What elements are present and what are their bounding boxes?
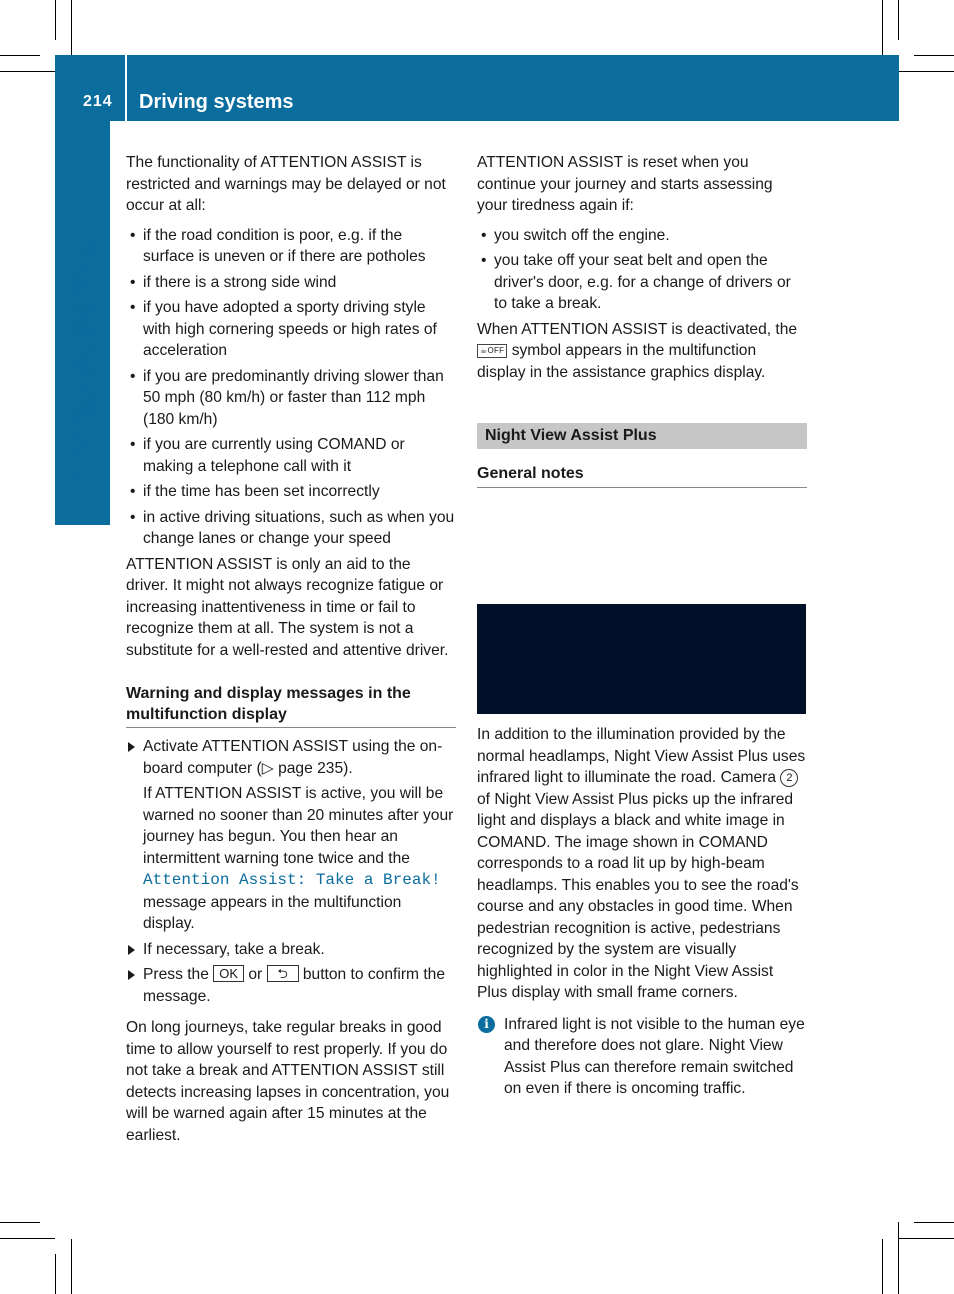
general-notes-heading: General notes: [477, 463, 807, 488]
step-arrow-icon: [128, 742, 135, 752]
crop-mark: [71, 0, 72, 55]
crop-mark: [882, 1239, 883, 1294]
crop-mark: [914, 1222, 954, 1223]
aid-paragraph: ATTENTION ASSIST is only an aid to the driver. It might not always recognize fatigue or increasing inattentiveness in time or fail to recognize them at all. The system is not a substitute for a well-rested and attentive driver.: [126, 555, 449, 659]
list-item: • if there is a strong side wind: [126, 272, 456, 294]
long-journeys-paragraph: On long journeys, take regular breaks in good time to allow yourself to rest properly. If you do not take a break and ATTENTION ASSIST still detects increasing lapses in concentration, you will be warned again after 15 minutes at the earliest.: [126, 1019, 450, 1144]
list-item: • if you are currently using COMAND or making a telephone call with it: [126, 434, 456, 477]
warning-subheading: Warning and display messages in the multifunction display: [126, 683, 456, 728]
header-divider: [125, 55, 127, 121]
step-break: If necessary, take a break.: [126, 939, 456, 961]
crop-mark: [55, 1254, 56, 1294]
left-column: [126, 152, 456, 1154]
back-key-icon: ⮌: [267, 965, 299, 982]
page-ref-arrow-icon: ▷: [261, 759, 274, 777]
step-detail: If ATTENTION ASSIST is active, you will be warned no sooner than 20 minutes after your journey has begun. You then hear an intermittent warning tone twice and the Attention Assist: Take a Break! message appears in the multifunction display.: [143, 785, 454, 932]
night-view-figure: [477, 604, 806, 714]
right-column: [477, 152, 807, 488]
crop-mark: [71, 1239, 72, 1294]
crop-mark: [914, 55, 954, 56]
list-item: • if you have adopted a sporty driving style with high cornering speeds or high rates of acceleration: [126, 297, 456, 362]
step-confirm: Press the OK or ⮌ button to confirm the message.: [126, 964, 456, 1007]
coffee-off-icon: ☕OFF: [477, 344, 507, 358]
info-icon: i: [478, 1016, 495, 1033]
crop-mark: [0, 1238, 55, 1239]
list-item: • in active driving situations, such as when you change lanes or change your speed: [126, 507, 456, 550]
crop-mark: [0, 1222, 40, 1223]
crop-mark: [899, 71, 954, 72]
info-note: [477, 1014, 807, 1100]
list-item: • if the time has been set incorrectly: [126, 481, 456, 503]
crop-mark: [0, 71, 55, 72]
camera-number-icon: 2: [780, 769, 798, 787]
illumination-paragraph: In addition to the illumination provided by the normal headlamps, Night View Assist Plus uses infrared light to illuminate the road. Camera 2 of Night View Assist Plus picks up the infrared light and displays a black and white image in COMAND. The image shown in COMAND corresponds to a road lit up by high-beam headlamps. This enables you to see the road's course and any obstacles in good time. When pedestrian recognition is active, pedestrians recognized by the system are visually highlighted in color in the Night View Assist Plus display with small frame corners.: [477, 726, 806, 1001]
crop-mark: [899, 1238, 954, 1239]
step-arrow-icon: [128, 945, 135, 955]
step-arrow-icon: [128, 970, 135, 980]
list-item: • you switch off the engine.: [477, 225, 807, 247]
crop-mark: [55, 0, 56, 40]
section-title: Driving systems: [139, 91, 294, 113]
chapter-label: Driving and parking: [66, 239, 97, 487]
deactivated-paragraph: When ATTENTION ASSIST is deactivated, the ☕OFF symbol appears in the multifunction display in the assistance graphics display.: [477, 320, 798, 381]
page-number: 214: [83, 93, 113, 110]
restriction-list: [126, 225, 456, 550]
page-header: [55, 55, 899, 121]
list-item: • you take off your seat belt and open the driver's door, e.g. for a change of drivers or to take a break.: [477, 250, 807, 315]
reset-list: [477, 225, 807, 315]
night-view-section-title: Night View Assist Plus: [477, 423, 807, 449]
list-item: • if the road condition is poor, e.g. if the surface is uneven or if there are potholes: [126, 225, 456, 268]
reset-intro: ATTENTION ASSIST is reset when you continue your journey and starts assessing your tiredness again if:: [477, 154, 773, 214]
crop-mark: [898, 0, 899, 40]
crop-mark: [882, 0, 883, 55]
crop-mark: [898, 1222, 899, 1294]
step-activate: Activate ATTENTION ASSIST using the on-board computer (▷ page 235).: [126, 736, 456, 779]
page-reference: page 235).: [273, 759, 353, 777]
display-message: Attention Assist: Take a Break!: [143, 871, 441, 889]
info-text: Infrared light is not visible to the human eye and therefore does not glare. Night View Assist Plus can therefore remain switched on even if there is oncoming traffic.: [504, 1015, 805, 1097]
crop-mark: [0, 55, 40, 56]
night-view-body: [477, 724, 807, 1100]
ok-key-icon: OK: [213, 965, 244, 982]
list-item: • if you are predominantly driving slower than 50 mph (80 km/h) or faster than 112 mph (180 km/h): [126, 366, 456, 431]
restriction-intro: The functionality of ATTENTION ASSIST is restricted and warnings may be delayed or not occur at all:: [126, 154, 446, 214]
